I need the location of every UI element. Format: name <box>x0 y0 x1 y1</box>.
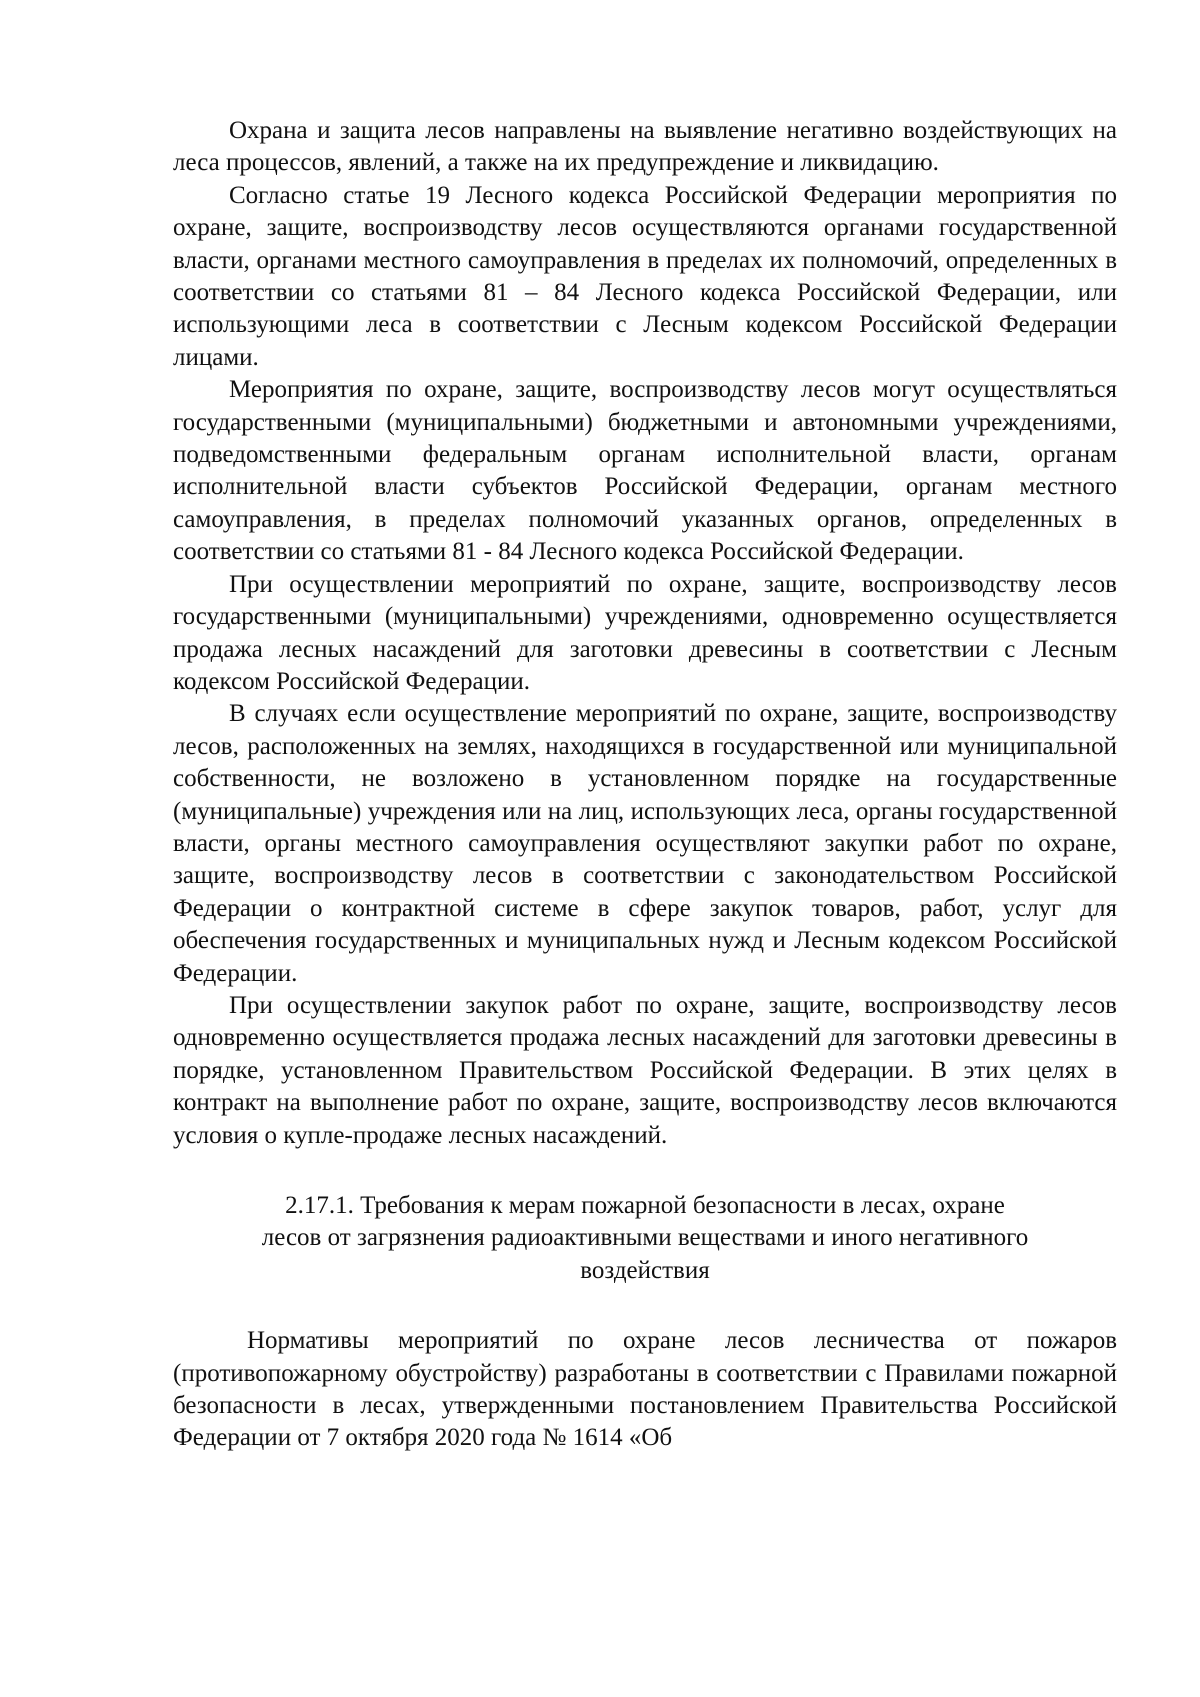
section-heading <box>173 1190 1117 1287</box>
paragraph-procurement: В случаях если осуществление мероприятий по охране, защите, воспроизводству лесов, расположенных на землях, находящихся в государственной или муниципальной собственности, не возложено в установленном порядке на государственные (муниципальные) учреждения или на лиц, использующих леса, органы государственной власти, органы местного самоуправления осуществляют закупки работ по охране, защите, воспроизводству лесов в соответствии с законодательством Российской Федерации о контрактной системе в сфере закупок товаров, работ, услуг для обеспечения государственных и муниципальных нужд и Лесным кодексом Российской Федерации. <box>173 700 1117 987</box>
paragraph-contract-conditions: При осуществлении закупок работ по охране, защите, воспроизводству лесов одновременно осуществляется продажа лесных насаждений для заготовки древесины в порядке, установленном Правительством Российской Федерации. В этих целях в контракт на выполнение работ по охране, защите, воспроизводству лесов включаются условия о купле-продаже лесных насаждений. <box>173 991 1117 1149</box>
paragraph-article-19: Согласно статье 19 Лесного кодекса Российской Федерации мероприятия по охране, защите, воспроизводству лесов осуществляются органами государственной власти, органами местного самоуправления в пределах их полномочий, определенных в соответствии со статьями 81 – 84 Лесного кодекса Российской Федерации, или использующими леса в соответствии с Лесным кодексом Российской Федерации лицами. <box>173 181 1117 371</box>
section-heading-line-3: воздействия <box>580 1256 710 1284</box>
document-page <box>173 115 1117 1455</box>
paragraph-forest-protection-purpose: Охрана и защита лесов направлены на выявление негативно воздействующих на леса процессов, явлений, а также на их предупреждение и ликвидацию. <box>173 117 1117 177</box>
section-heading-line-1: 2.17.1. Требования к мерам пожарной безопасности в лесах, охране <box>285 1192 1005 1219</box>
paragraph-institutions: Мероприятия по охране, защите, воспроизводству лесов могут осуществляться государственными (муниципальными) бюджетными и автономными учреждениями, подведомственными федеральным органам исполнительной власти, органам исполнительной власти субъектов Российской Федерации, органам местного самоуправления, в пределах полномочий указанных органов, определенных в соответствии со статьями 81 - 84 Лесного кодекса Российской Федерации. <box>173 376 1117 566</box>
paragraph-timber-sale: При осуществлении мероприятий по охране, защите, воспроизводству лесов государственными (муниципальными) учреждениями, одновременно осуществляется продажа лесных насаждений для заготовки древесины в соответствии с Лесным кодексом Российской Федерации. <box>173 570 1117 695</box>
paragraph-fire-safety-norms: Нормативы мероприятий по охране лесов лесничества от пожаров (противопожарному обустройству) разработаны в соответствии с Правилами пожарной безопасности в лесах, утвержденными постановлением Правительства Российской Федерации от 7 октября 2020 года № 1614 «Об <box>173 1327 1117 1452</box>
section-heading-line-2: лесов от загрязнения радиоактивными веществами и иного негативного <box>261 1224 1029 1252</box>
